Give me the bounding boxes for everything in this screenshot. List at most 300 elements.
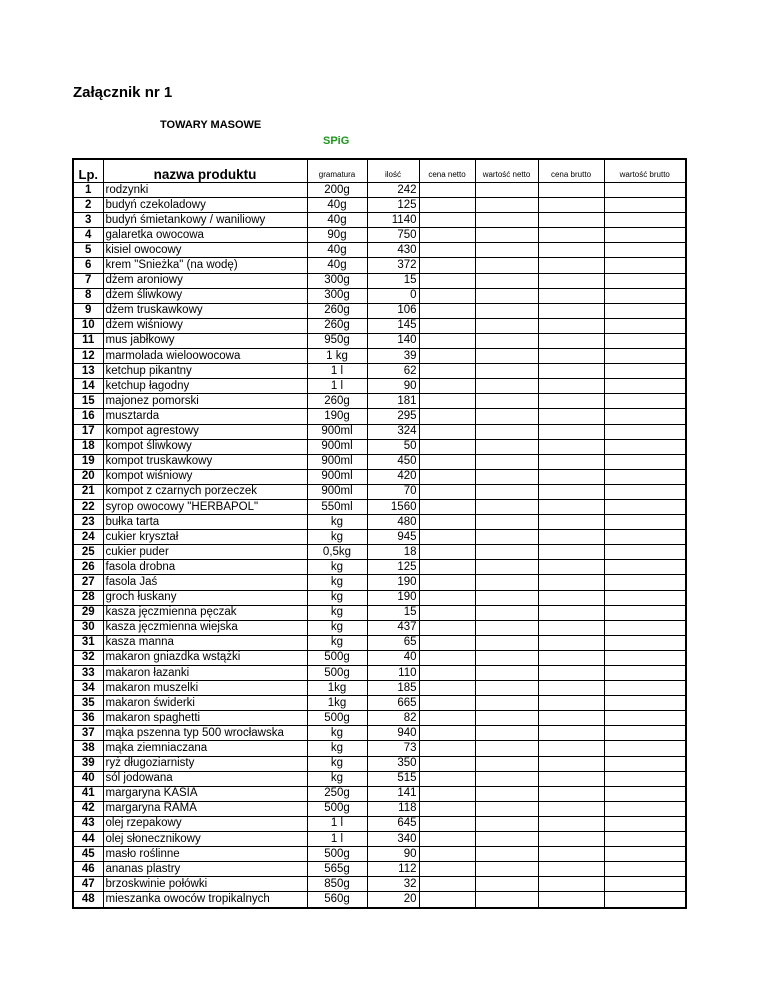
row-ilosc: 190: [367, 590, 419, 605]
row-cena-brutto: [538, 364, 604, 379]
row-wartosc-brutto: [604, 877, 686, 892]
row-cena-brutto: [538, 424, 604, 439]
row-product-name: masło roślinne: [103, 847, 307, 862]
row-cena-netto: [419, 439, 475, 454]
row-wartosc-brutto: [604, 424, 686, 439]
row-cena-brutto: [538, 273, 604, 288]
row-cena-netto: [419, 681, 475, 696]
row-wartosc-netto: [475, 213, 538, 228]
row-product-name: mąka ziemniaczana: [103, 741, 307, 756]
row-cena-netto: [419, 364, 475, 379]
row-cena-brutto: [538, 726, 604, 741]
row-product-name: mąka pszenna typ 500 wrocławska: [103, 726, 307, 741]
row-cena-netto: [419, 318, 475, 333]
row-product-name: rodzynki: [103, 183, 307, 198]
row-cena-brutto: [538, 228, 604, 243]
row-cena-netto: [419, 530, 475, 545]
row-cena-netto: [419, 892, 475, 908]
row-cena-brutto: [538, 666, 604, 681]
row-lp: 8: [73, 288, 103, 303]
row-cena-netto: [419, 484, 475, 499]
table-row: [73, 560, 686, 575]
row-lp: 40: [73, 771, 103, 786]
header-gramatura: gramatura: [307, 159, 367, 183]
row-product-name: olej słonecznikowy: [103, 832, 307, 847]
row-ilosc: 50: [367, 439, 419, 454]
row-wartosc-netto: [475, 832, 538, 847]
row-product-name: budyń śmietankowy / waniliowy: [103, 213, 307, 228]
row-gramatura: 40g: [307, 243, 367, 258]
row-lp: 30: [73, 620, 103, 635]
row-cena-brutto: [538, 484, 604, 499]
row-product-name: cukier puder: [103, 545, 307, 560]
row-wartosc-brutto: [604, 198, 686, 213]
row-lp: 10: [73, 318, 103, 333]
row-wartosc-brutto: [604, 303, 686, 318]
row-ilosc: 340: [367, 832, 419, 847]
row-cena-netto: [419, 349, 475, 364]
row-wartosc-netto: [475, 666, 538, 681]
row-wartosc-brutto: [604, 454, 686, 469]
table-row: [73, 741, 686, 756]
table-row: [73, 318, 686, 333]
row-product-name: krem "Snieżka" (na wodę): [103, 258, 307, 273]
section-title: TOWARY MASOWE: [160, 119, 262, 131]
row-wartosc-brutto: [604, 832, 686, 847]
row-cena-netto: [419, 711, 475, 726]
header-name: nazwa produktu: [103, 159, 307, 183]
row-wartosc-netto: [475, 499, 538, 514]
row-cena-netto: [419, 288, 475, 303]
row-lp: 18: [73, 439, 103, 454]
row-ilosc: 32: [367, 877, 419, 892]
table-row: [73, 243, 686, 258]
row-wartosc-netto: [475, 847, 538, 862]
row-lp: 21: [73, 484, 103, 499]
row-wartosc-brutto: [604, 847, 686, 862]
row-gramatura: 1 l: [307, 816, 367, 831]
row-lp: 36: [73, 711, 103, 726]
row-product-name: kompot agrestowy: [103, 424, 307, 439]
row-wartosc-brutto: [604, 183, 686, 198]
row-wartosc-brutto: [604, 786, 686, 801]
row-gramatura: 300g: [307, 288, 367, 303]
header-wartosc-netto: wartość netto: [475, 159, 538, 183]
row-wartosc-netto: [475, 469, 538, 484]
row-wartosc-brutto: [604, 439, 686, 454]
table-row: [73, 650, 686, 665]
row-product-name: makaron świderki: [103, 696, 307, 711]
row-wartosc-netto: [475, 545, 538, 560]
row-gramatura: 900ml: [307, 454, 367, 469]
row-wartosc-brutto: [604, 756, 686, 771]
row-ilosc: 945: [367, 530, 419, 545]
row-gramatura: kg: [307, 575, 367, 590]
row-ilosc: 480: [367, 515, 419, 530]
table-row: [73, 801, 686, 816]
row-gramatura: 1 l: [307, 832, 367, 847]
row-product-name: fasola drobna: [103, 560, 307, 575]
row-cena-brutto: [538, 847, 604, 862]
row-gramatura: 300g: [307, 273, 367, 288]
row-wartosc-netto: [475, 560, 538, 575]
row-product-name: kasza jęczmienna wiejska: [103, 620, 307, 635]
row-wartosc-brutto: [604, 515, 686, 530]
row-wartosc-brutto: [604, 650, 686, 665]
row-lp: 9: [73, 303, 103, 318]
table-row: [73, 666, 686, 681]
row-wartosc-netto: [475, 801, 538, 816]
row-wartosc-netto: [475, 786, 538, 801]
row-gramatura: 850g: [307, 877, 367, 892]
row-wartosc-netto: [475, 741, 538, 756]
row-ilosc: 450: [367, 454, 419, 469]
row-wartosc-brutto: [604, 681, 686, 696]
row-cena-netto: [419, 741, 475, 756]
row-wartosc-brutto: [604, 273, 686, 288]
row-cena-brutto: [538, 530, 604, 545]
row-gramatura: 40g: [307, 198, 367, 213]
row-lp: 39: [73, 756, 103, 771]
header-lp: Lp.: [73, 159, 103, 183]
row-lp: 26: [73, 560, 103, 575]
row-wartosc-brutto: [604, 771, 686, 786]
row-cena-netto: [419, 213, 475, 228]
row-cena-brutto: [538, 379, 604, 394]
row-lp: 34: [73, 681, 103, 696]
row-gramatura: 560g: [307, 892, 367, 908]
row-cena-brutto: [538, 877, 604, 892]
row-lp: 4: [73, 228, 103, 243]
row-ilosc: 90: [367, 847, 419, 862]
row-gramatura: 250g: [307, 786, 367, 801]
row-ilosc: 324: [367, 424, 419, 439]
row-wartosc-brutto: [604, 288, 686, 303]
row-wartosc-brutto: [604, 530, 686, 545]
row-wartosc-netto: [475, 590, 538, 605]
row-gramatura: kg: [307, 741, 367, 756]
row-ilosc: 1140: [367, 213, 419, 228]
table-row: [73, 847, 686, 862]
table-row: [73, 756, 686, 771]
row-lp: 48: [73, 892, 103, 908]
row-product-name: dżem wiśniowy: [103, 318, 307, 333]
row-wartosc-netto: [475, 349, 538, 364]
row-cena-netto: [419, 499, 475, 514]
row-wartosc-brutto: [604, 696, 686, 711]
row-product-name: groch łuskany: [103, 590, 307, 605]
row-wartosc-netto: [475, 439, 538, 454]
row-cena-brutto: [538, 545, 604, 560]
row-wartosc-brutto: [604, 349, 686, 364]
row-ilosc: 125: [367, 198, 419, 213]
row-cena-netto: [419, 575, 475, 590]
row-wartosc-netto: [475, 530, 538, 545]
row-wartosc-brutto: [604, 816, 686, 831]
row-cena-netto: [419, 801, 475, 816]
row-gramatura: 550ml: [307, 499, 367, 514]
row-wartosc-netto: [475, 228, 538, 243]
row-cena-netto: [419, 545, 475, 560]
row-wartosc-netto: [475, 515, 538, 530]
row-wartosc-netto: [475, 862, 538, 877]
row-wartosc-brutto: [604, 741, 686, 756]
row-cena-netto: [419, 635, 475, 650]
table-row: [73, 832, 686, 847]
row-cena-netto: [419, 303, 475, 318]
row-wartosc-brutto: [604, 545, 686, 560]
row-gramatura: 565g: [307, 862, 367, 877]
row-gramatura: 260g: [307, 303, 367, 318]
table-row: [73, 530, 686, 545]
row-product-name: makaron spaghetti: [103, 711, 307, 726]
table-row: [73, 545, 686, 560]
row-cena-brutto: [538, 258, 604, 273]
row-cena-brutto: [538, 862, 604, 877]
row-product-name: cukier kryształ: [103, 530, 307, 545]
row-product-name: galaretka owocowa: [103, 228, 307, 243]
table-row: [73, 439, 686, 454]
table-row: [73, 696, 686, 711]
table-row: [73, 333, 686, 348]
row-ilosc: 15: [367, 605, 419, 620]
row-cena-brutto: [538, 681, 604, 696]
table-row: [73, 862, 686, 877]
row-ilosc: 39: [367, 349, 419, 364]
row-ilosc: 350: [367, 756, 419, 771]
row-cena-brutto: [538, 409, 604, 424]
row-wartosc-netto: [475, 771, 538, 786]
row-gramatura: kg: [307, 515, 367, 530]
row-ilosc: 940: [367, 726, 419, 741]
row-lp: 27: [73, 575, 103, 590]
row-cena-brutto: [538, 499, 604, 514]
row-lp: 37: [73, 726, 103, 741]
row-wartosc-brutto: [604, 726, 686, 741]
product-table: [72, 158, 687, 909]
table-row: [73, 288, 686, 303]
row-lp: 7: [73, 273, 103, 288]
table-row: [73, 303, 686, 318]
row-cena-brutto: [538, 590, 604, 605]
row-wartosc-brutto: [604, 560, 686, 575]
row-wartosc-netto: [475, 681, 538, 696]
row-cena-brutto: [538, 560, 604, 575]
row-cena-brutto: [538, 303, 604, 318]
table-row: [73, 605, 686, 620]
row-wartosc-brutto: [604, 590, 686, 605]
row-cena-netto: [419, 183, 475, 198]
row-cena-netto: [419, 409, 475, 424]
row-lp: 2: [73, 198, 103, 213]
row-wartosc-brutto: [604, 575, 686, 590]
row-wartosc-brutto: [604, 499, 686, 514]
row-lp: 16: [73, 409, 103, 424]
row-gramatura: 500g: [307, 711, 367, 726]
row-cena-brutto: [538, 620, 604, 635]
row-cena-netto: [419, 469, 475, 484]
row-gramatura: 260g: [307, 318, 367, 333]
table-row: [73, 394, 686, 409]
row-cena-brutto: [538, 454, 604, 469]
table-row: [73, 635, 686, 650]
row-product-name: dżem truskawkowy: [103, 303, 307, 318]
row-gramatura: 190g: [307, 409, 367, 424]
row-gramatura: kg: [307, 530, 367, 545]
row-wartosc-brutto: [604, 333, 686, 348]
row-ilosc: 181: [367, 394, 419, 409]
row-gramatura: 1 kg: [307, 349, 367, 364]
row-wartosc-brutto: [604, 801, 686, 816]
row-cena-netto: [419, 243, 475, 258]
row-cena-brutto: [538, 394, 604, 409]
table-row: [73, 771, 686, 786]
header-cena-brutto: cena brutto: [538, 159, 604, 183]
table-row: [73, 469, 686, 484]
row-cena-netto: [419, 847, 475, 862]
row-ilosc: 40: [367, 650, 419, 665]
row-wartosc-netto: [475, 303, 538, 318]
row-lp: 19: [73, 454, 103, 469]
row-cena-brutto: [538, 635, 604, 650]
row-wartosc-netto: [475, 892, 538, 908]
row-gramatura: kg: [307, 771, 367, 786]
row-wartosc-netto: [475, 258, 538, 273]
row-cena-brutto: [538, 832, 604, 847]
row-cena-brutto: [538, 801, 604, 816]
row-gramatura: 1 l: [307, 364, 367, 379]
row-gramatura: 1kg: [307, 681, 367, 696]
table-row: [73, 349, 686, 364]
row-product-name: kisiel owocowy: [103, 243, 307, 258]
row-ilosc: 82: [367, 711, 419, 726]
row-lp: 11: [73, 333, 103, 348]
table-row: [73, 711, 686, 726]
table-row: [73, 258, 686, 273]
row-wartosc-netto: [475, 816, 538, 831]
row-wartosc-brutto: [604, 605, 686, 620]
row-lp: 13: [73, 364, 103, 379]
row-product-name: ketchup pikantny: [103, 364, 307, 379]
row-cena-brutto: [538, 318, 604, 333]
row-product-name: kompot z czarnych porzeczek: [103, 484, 307, 499]
row-wartosc-netto: [475, 726, 538, 741]
document-title: Załącznik nr 1: [73, 84, 173, 101]
row-gramatura: kg: [307, 756, 367, 771]
row-gramatura: kg: [307, 726, 367, 741]
row-product-name: kasza manna: [103, 635, 307, 650]
row-cena-netto: [419, 771, 475, 786]
row-lp: 42: [73, 801, 103, 816]
row-ilosc: 141: [367, 786, 419, 801]
row-gramatura: kg: [307, 590, 367, 605]
row-lp: 28: [73, 590, 103, 605]
row-lp: 6: [73, 258, 103, 273]
row-wartosc-netto: [475, 424, 538, 439]
row-wartosc-brutto: [604, 394, 686, 409]
table-row: [73, 379, 686, 394]
row-ilosc: 665: [367, 696, 419, 711]
row-lp: 20: [73, 469, 103, 484]
row-ilosc: 20: [367, 892, 419, 908]
section-subtitle: SPiG: [323, 135, 350, 147]
row-cena-netto: [419, 605, 475, 620]
row-cena-netto: [419, 620, 475, 635]
row-product-name: olej rzepakowy: [103, 816, 307, 831]
row-cena-brutto: [538, 892, 604, 908]
row-gramatura: 90g: [307, 228, 367, 243]
table-row: [73, 786, 686, 801]
row-lp: 46: [73, 862, 103, 877]
row-cena-netto: [419, 756, 475, 771]
row-gramatura: 0,5kg: [307, 545, 367, 560]
row-ilosc: 73: [367, 741, 419, 756]
row-product-name: makaron gniazdka wstążki: [103, 650, 307, 665]
row-gramatura: 900ml: [307, 439, 367, 454]
row-cena-brutto: [538, 771, 604, 786]
row-cena-netto: [419, 198, 475, 213]
row-cena-netto: [419, 877, 475, 892]
row-gramatura: kg: [307, 635, 367, 650]
table-row: [73, 590, 686, 605]
row-gramatura: kg: [307, 560, 367, 575]
row-cena-brutto: [538, 439, 604, 454]
row-gramatura: 900ml: [307, 469, 367, 484]
row-cena-brutto: [538, 469, 604, 484]
row-wartosc-netto: [475, 454, 538, 469]
table-row: [73, 620, 686, 635]
row-product-name: ananas plastry: [103, 862, 307, 877]
row-wartosc-netto: [475, 409, 538, 424]
row-ilosc: 18: [367, 545, 419, 560]
row-ilosc: 437: [367, 620, 419, 635]
row-wartosc-brutto: [604, 409, 686, 424]
row-ilosc: 106: [367, 303, 419, 318]
row-gramatura: 40g: [307, 213, 367, 228]
row-wartosc-netto: [475, 183, 538, 198]
row-product-name: marmolada wieloowocowa: [103, 349, 307, 364]
row-product-name: budyń czekoladowy: [103, 198, 307, 213]
row-wartosc-netto: [475, 273, 538, 288]
row-lp: 43: [73, 816, 103, 831]
row-lp: 35: [73, 696, 103, 711]
row-product-name: brzoskwinie połówki: [103, 877, 307, 892]
table-row: [73, 892, 686, 908]
row-gramatura: 900ml: [307, 424, 367, 439]
row-product-name: kompot śliwkowy: [103, 439, 307, 454]
row-lp: 25: [73, 545, 103, 560]
row-wartosc-brutto: [604, 228, 686, 243]
row-ilosc: 185: [367, 681, 419, 696]
row-gramatura: 260g: [307, 394, 367, 409]
row-wartosc-netto: [475, 605, 538, 620]
table-row: [73, 424, 686, 439]
row-gramatura: 500g: [307, 666, 367, 681]
row-wartosc-netto: [475, 756, 538, 771]
row-gramatura: 200g: [307, 183, 367, 198]
row-product-name: makaron łazanki: [103, 666, 307, 681]
row-ilosc: 242: [367, 183, 419, 198]
row-cena-brutto: [538, 198, 604, 213]
row-cena-brutto: [538, 288, 604, 303]
row-cena-brutto: [538, 741, 604, 756]
row-lp: 14: [73, 379, 103, 394]
row-wartosc-brutto: [604, 711, 686, 726]
row-product-name: kompot truskawkowy: [103, 454, 307, 469]
row-gramatura: 40g: [307, 258, 367, 273]
row-cena-netto: [419, 379, 475, 394]
row-wartosc-brutto: [604, 213, 686, 228]
